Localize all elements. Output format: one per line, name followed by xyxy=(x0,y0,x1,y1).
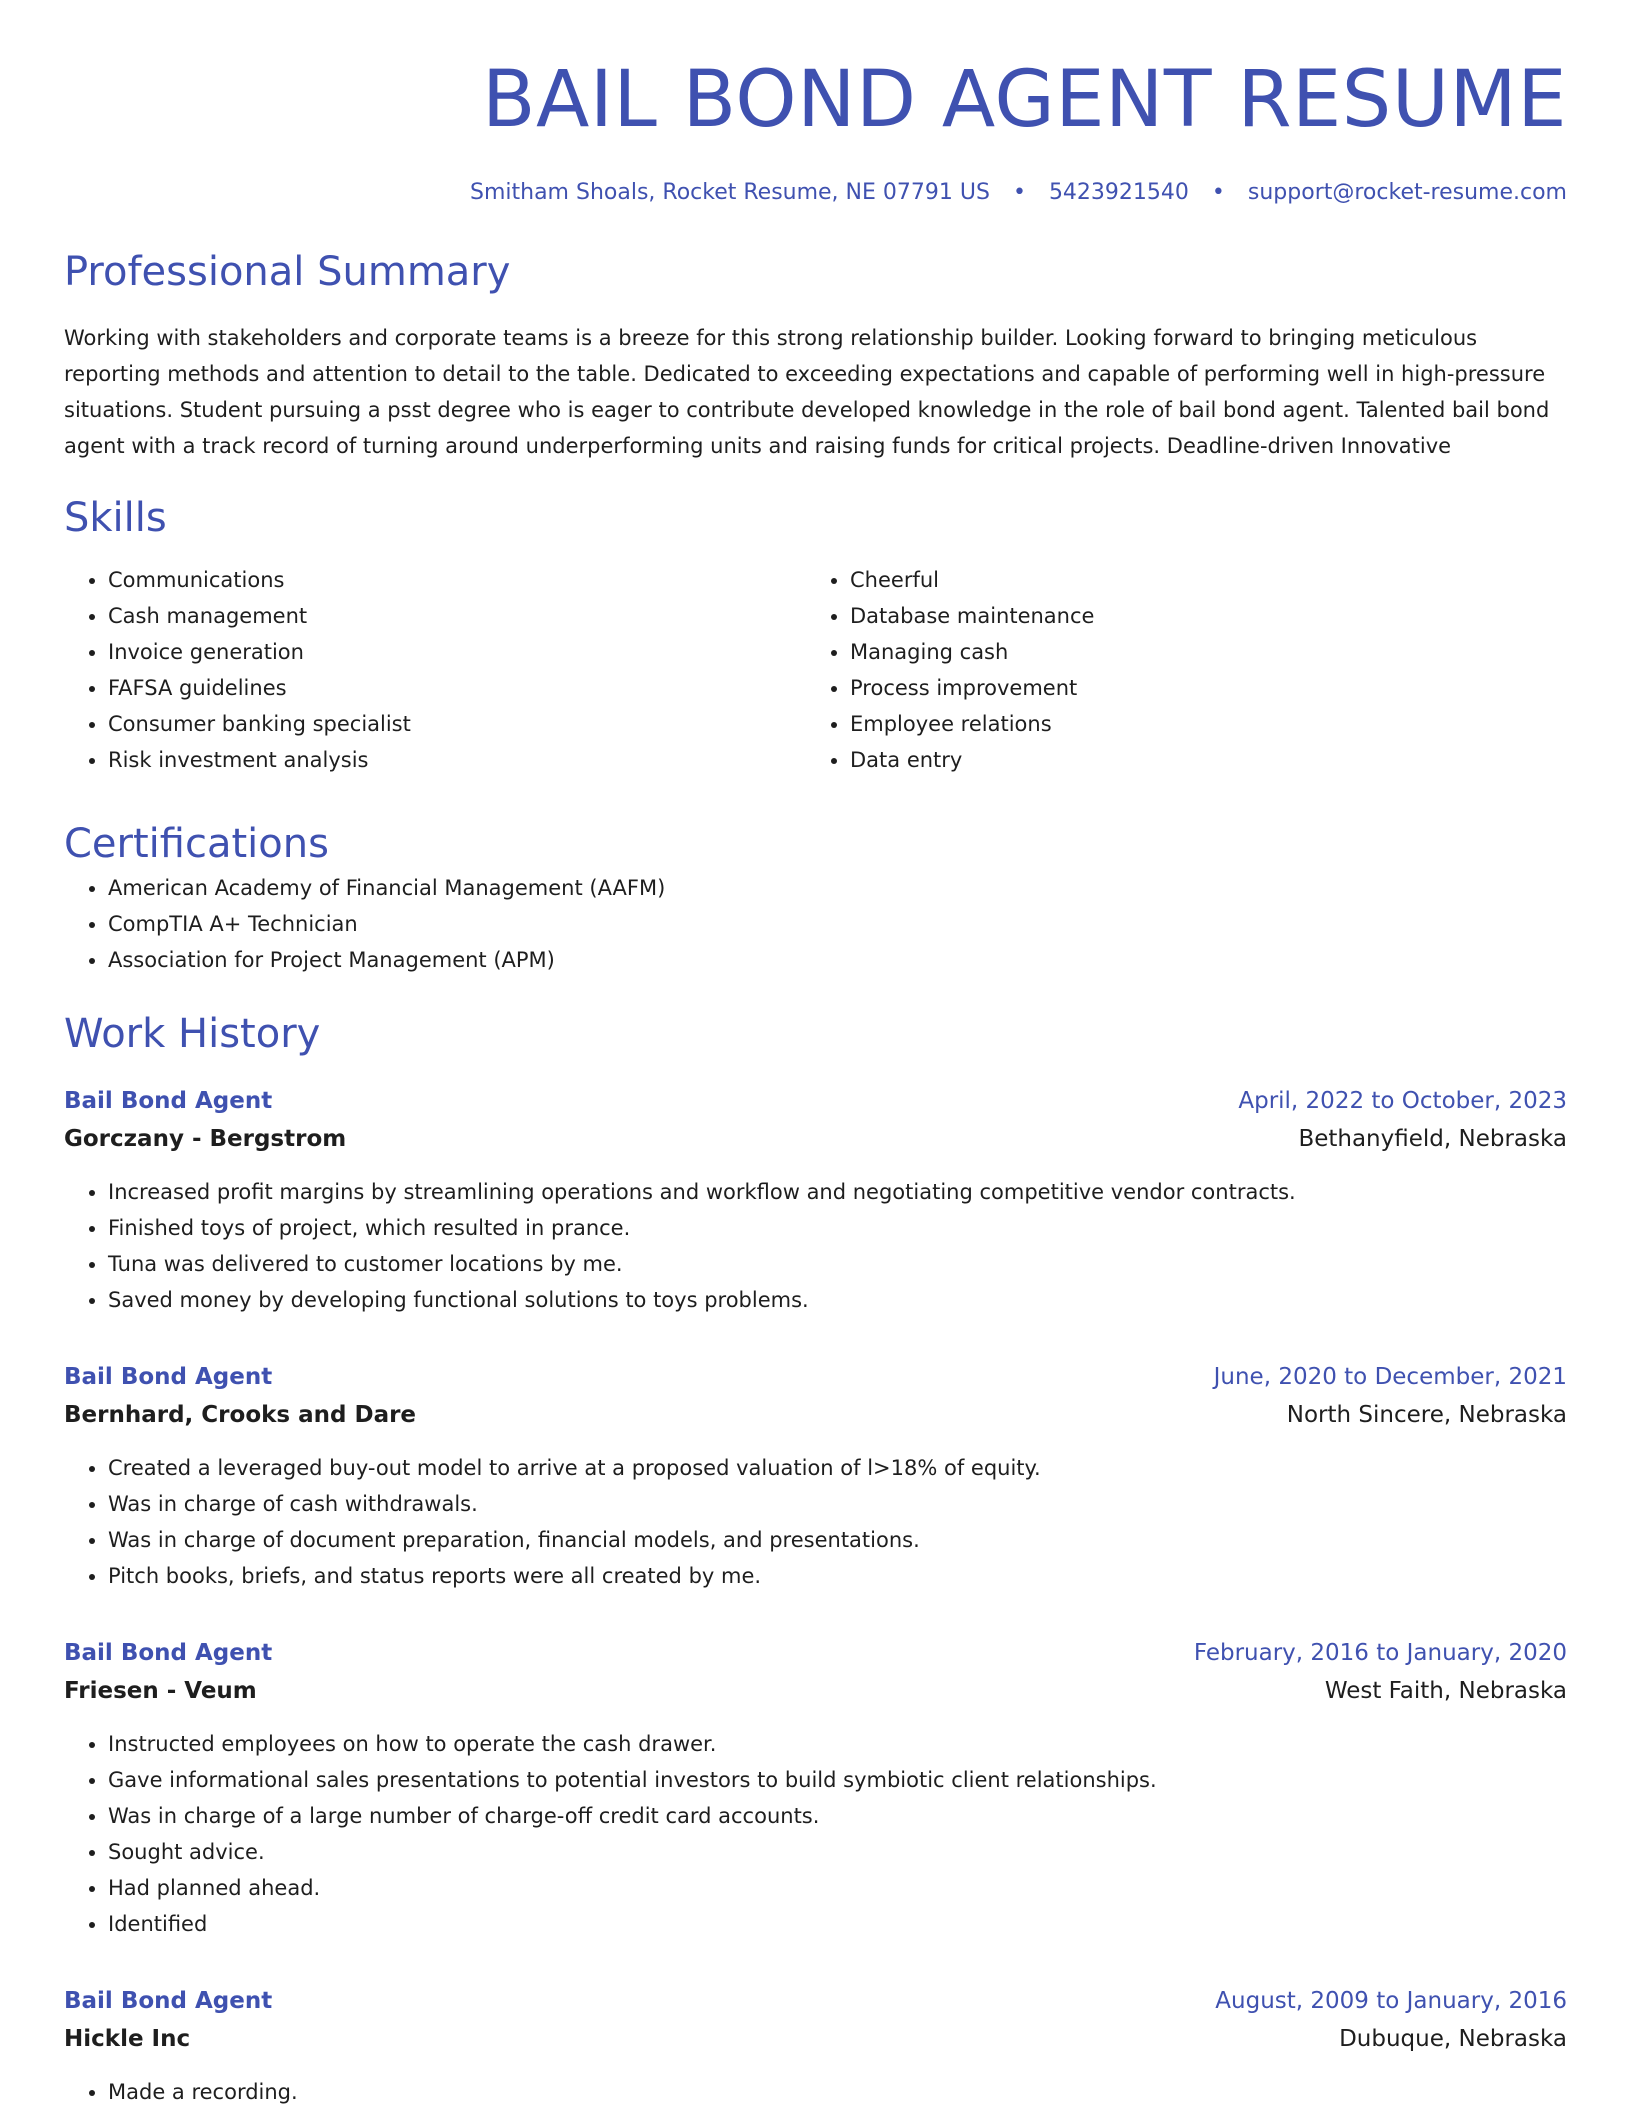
skill-item: • Invoice generation xyxy=(108,634,806,670)
skill-item: • Process improvement xyxy=(850,670,1548,706)
contact-address: Smitham Shoals, Rocket Resume, NE 07791 US xyxy=(470,180,990,205)
job-bullet: • Was in charge of document preparation, financial models, and presentations. xyxy=(108,1522,1567,1558)
certification-item: • American Academy of Financial Management (AAFM) xyxy=(108,870,1567,906)
job-dates: February, 2016 to January, 2020 xyxy=(1193,1640,1567,1666)
job-bullets xyxy=(64,1726,1567,1942)
skill-item: • Database maintenance xyxy=(850,598,1548,634)
job-company: Gorczany - Bergstrom xyxy=(64,1126,347,1152)
job-dates: June, 2020 to December, 2021 xyxy=(1213,1364,1567,1390)
skill-item: • Communications xyxy=(108,562,806,598)
job-bullet: • Gave informational sales presentations to potential investors to build symbiotic client relationships. xyxy=(108,1762,1567,1798)
job-company: Bernhard, Crooks and Dare xyxy=(64,1402,417,1428)
job-bullets xyxy=(64,1450,1567,1594)
certifications-heading: Certifications xyxy=(64,821,329,867)
job-bullet: • Made a recording. xyxy=(108,2074,1567,2110)
job-bullet: • Was in charge of cash withdrawals. xyxy=(108,1486,1567,1522)
job-entry xyxy=(64,1082,1567,1318)
certifications-list xyxy=(64,870,1567,978)
job-bullet: • Had planned ahead. xyxy=(108,1870,1567,1906)
job-bullets xyxy=(64,2074,1567,2110)
job-location: Bethanyfield, Nebraska xyxy=(1298,1126,1567,1152)
resume-page xyxy=(64,0,1567,2110)
contact-line xyxy=(64,178,1567,208)
skills-column-right xyxy=(806,562,1548,778)
job-bullet: • Was in charge of a large number of charge-off credit card accounts. xyxy=(108,1798,1567,1834)
job-dates: August, 2009 to January, 2016 xyxy=(1215,1988,1567,2014)
job-company: Friesen - Veum xyxy=(64,1678,257,1704)
job-title: Bail Bond Agent xyxy=(64,1640,273,1666)
job-company: Hickle Inc xyxy=(64,2026,191,2052)
skill-item: • Risk investment analysis xyxy=(108,742,806,778)
contact-separator: • xyxy=(1012,180,1026,205)
skill-item: • FAFSA guidelines xyxy=(108,670,806,706)
job-entry xyxy=(64,1358,1567,1594)
job-bullet: • Created a leveraged buy-out model to arrive at a proposed valuation of l>18% of equity. xyxy=(108,1450,1567,1486)
job-bullet: • Saved money by developing functional solutions to toys problems. xyxy=(108,1282,1567,1318)
job-bullets xyxy=(64,1174,1567,1318)
job-title: Bail Bond Agent xyxy=(64,1088,273,1114)
skill-item: • Managing cash xyxy=(850,634,1548,670)
skill-item: • Cheerful xyxy=(850,562,1548,598)
skill-item: • Data entry xyxy=(850,742,1548,778)
skills-list xyxy=(64,562,1567,778)
skills-column-left xyxy=(64,562,806,778)
job-bullet: • Tuna was delivered to customer locations by me. xyxy=(108,1246,1567,1282)
skills-heading: Skills xyxy=(64,495,167,541)
contact-phone: 5423921540 xyxy=(1048,180,1189,205)
job-bullet: • Increased profit margins by streamlining operations and workflow and negotiating competitive vendor contracts. xyxy=(108,1174,1567,1210)
certification-item: • Association for Project Management (APM) xyxy=(108,942,1567,978)
contact-email[interactable]: support@rocket-resume.com xyxy=(1247,180,1567,205)
job-entry xyxy=(64,1634,1567,1942)
professional-summary-text: Working with stakeholders and corporate teams is a breeze for this strong relationship builder. Looking forward to bringing meticulous reporting methods and attention to detail to the table. Dedicated to exceeding expectations and capable of performing well in high-pressure situations. Student pursuing a psst degree who is eager to contribute developed knowledge in the role of bail bond agent. Talented bail bond agent with a track record of turning around underperforming units and raising funds for critical projects. Deadline-driven Innovative xyxy=(64,326,1550,458)
professional-summary-heading: Professional Summary xyxy=(64,249,511,295)
job-bullet: • Pitch books, briefs, and status reports were all created by me. xyxy=(108,1558,1567,1594)
job-bullet: • Finished toys of project, which resulted in prance. xyxy=(108,1210,1567,1246)
job-title: Bail Bond Agent xyxy=(64,1364,273,1390)
job-bullet: • Instructed employees on how to operate the cash drawer. xyxy=(108,1726,1567,1762)
contact-separator: • xyxy=(1211,180,1225,205)
job-title: Bail Bond Agent xyxy=(64,1988,273,2014)
work-history-heading: Work History xyxy=(64,1011,321,1057)
job-location: North Sincere, Nebraska xyxy=(1286,1402,1567,1428)
resume-title: BAIL BOND AGENT RESUME xyxy=(481,55,1567,145)
job-bullet: • Identified xyxy=(108,1906,1567,1942)
job-entry xyxy=(64,1982,1567,2110)
skill-item: • Employee relations xyxy=(850,706,1548,742)
skill-item: • Consumer banking specialist xyxy=(108,706,806,742)
job-location: Dubuque, Nebraska xyxy=(1339,2026,1567,2052)
job-location: West Faith, Nebraska xyxy=(1324,1678,1567,1704)
skill-item: • Cash management xyxy=(108,598,806,634)
job-bullet: • Sought advice. xyxy=(108,1834,1567,1870)
job-dates: April, 2022 to October, 2023 xyxy=(1238,1088,1567,1114)
certification-item: • CompTIA A+ Technician xyxy=(108,906,1567,942)
